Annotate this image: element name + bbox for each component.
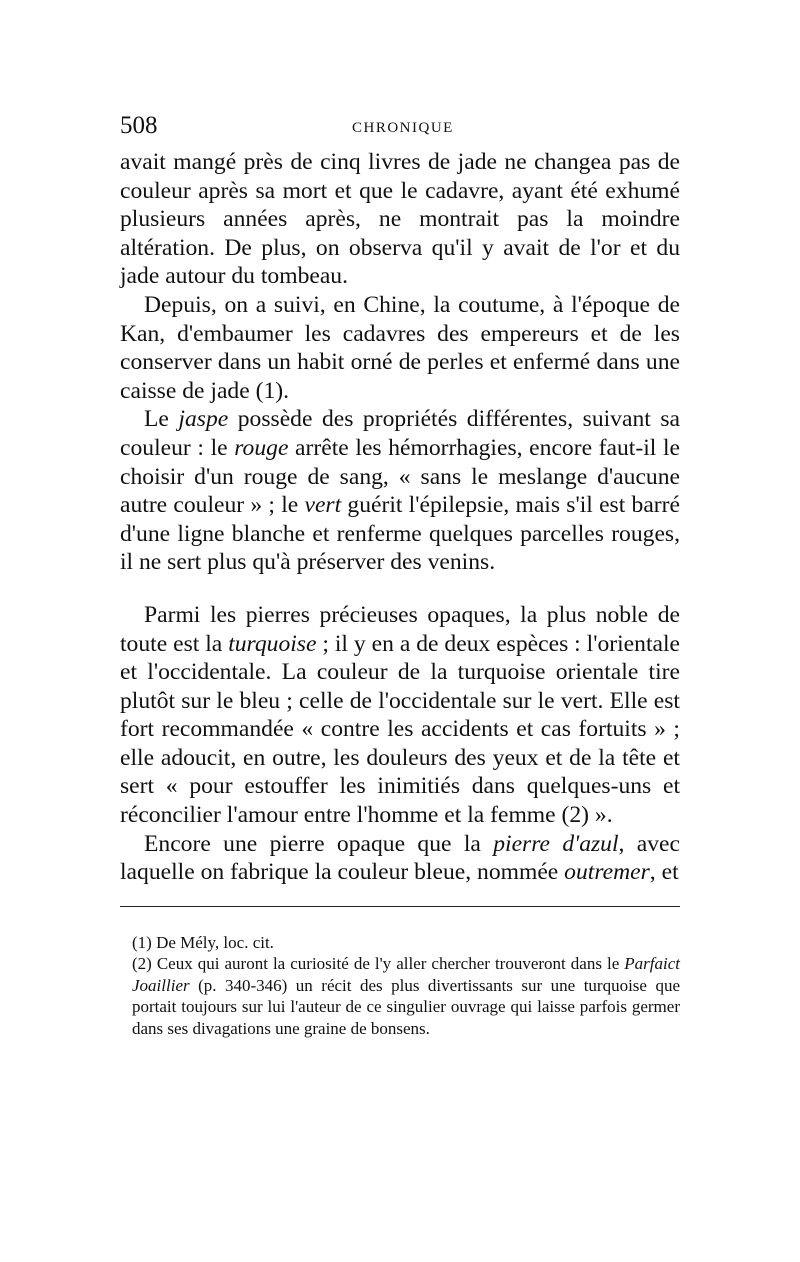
text-run: arrête les hémorrhagies, encore faut-il le choisir d'un rouge de sang, « sans le meslange d'aucune autre couleur » ; le xyxy=(120,434,680,519)
text-run: Encore une pierre opaque que la xyxy=(144,830,494,857)
italic-term: pierre d'azul xyxy=(493,830,619,857)
italic-term: jaspe xyxy=(178,406,229,433)
italic-term: turquoise xyxy=(228,630,317,657)
paragraph-azul xyxy=(120,830,680,887)
italic-term: vert xyxy=(304,492,342,519)
text-run: Le xyxy=(144,406,179,433)
body-text xyxy=(120,148,680,887)
italic-term: rouge xyxy=(234,434,289,461)
text-run: Parmi les pierres précieuses opaques, la plus noble de toute est la xyxy=(120,601,680,657)
italic-term: outremer xyxy=(564,859,650,886)
paragraph-embalming: Depuis, on a suivi, en Chine, la coutume, à l'époque de Kan, d'embaumer les cadavres des empereurs et de les conserver dans un habit orné de perles et enfermé dans une caisse de jade (1). xyxy=(120,291,680,404)
text-run: , avec laquelle on fabrique la couleur bleue, nommée xyxy=(120,830,680,886)
page-number: 508 xyxy=(120,112,158,139)
text-run: ; il y en a de deux espèces : l'orientale et l'occidentale. La couleur de la turquoise orientale tire plutôt sur le bleu ; celle de l'occidentale sur le vert. Elle est fort recommandée « contre les accidents et cas fortuits » ; elle adoucit, en outre, les douleurs des yeux et de la tête et sert « pour estouffer les inimitiés dans quelques-uns et réconcilier l'amour entre l'homme et la femme (2) ». xyxy=(120,630,681,829)
footnote-1: (1) De Mély, loc. cit. xyxy=(132,933,274,952)
text-run: guérit l'épilepsie, mais s'il est barré d'une ligne blanche et renferme quelques parcelles rouges, il ne sert plus qu'à préserver des venins. xyxy=(120,492,680,576)
footnote-rule xyxy=(120,906,680,907)
page-header xyxy=(120,112,680,142)
paragraph-jaspe xyxy=(120,405,680,577)
paragraph-turquoise xyxy=(120,601,680,830)
footnotes xyxy=(132,932,680,1039)
running-head: CHRONIQUE xyxy=(352,120,454,136)
text-run: possède des propriétés différentes, suivant sa couleur : le xyxy=(120,406,680,461)
text-run: (2) Ceux qui auront la curiosité de l'y aller chercher trouveront dans le xyxy=(132,954,625,974)
paragraph-continuation: avait mangé près de cinq livres de jade ne changea pas de couleur après sa mort et que le cadavre, ayant été exhumé plusieurs années après, ne montrait pas la moindre altération. De plus, on observa qu'il y avait de l'or et du jade autour du tombeau. xyxy=(120,149,680,290)
italic-title: Parfaict Joaillier xyxy=(132,954,680,995)
footnote-2 xyxy=(132,953,680,1039)
text-run: , et xyxy=(649,859,679,886)
text-run: (p. 340-346) un récit des plus divertissants sur une turquoise que portait toujours sur lui l'auteur de ce singulier ouvrage qui laisse parfois germer dans ses divagations une graine de bonsens. xyxy=(132,975,680,1038)
